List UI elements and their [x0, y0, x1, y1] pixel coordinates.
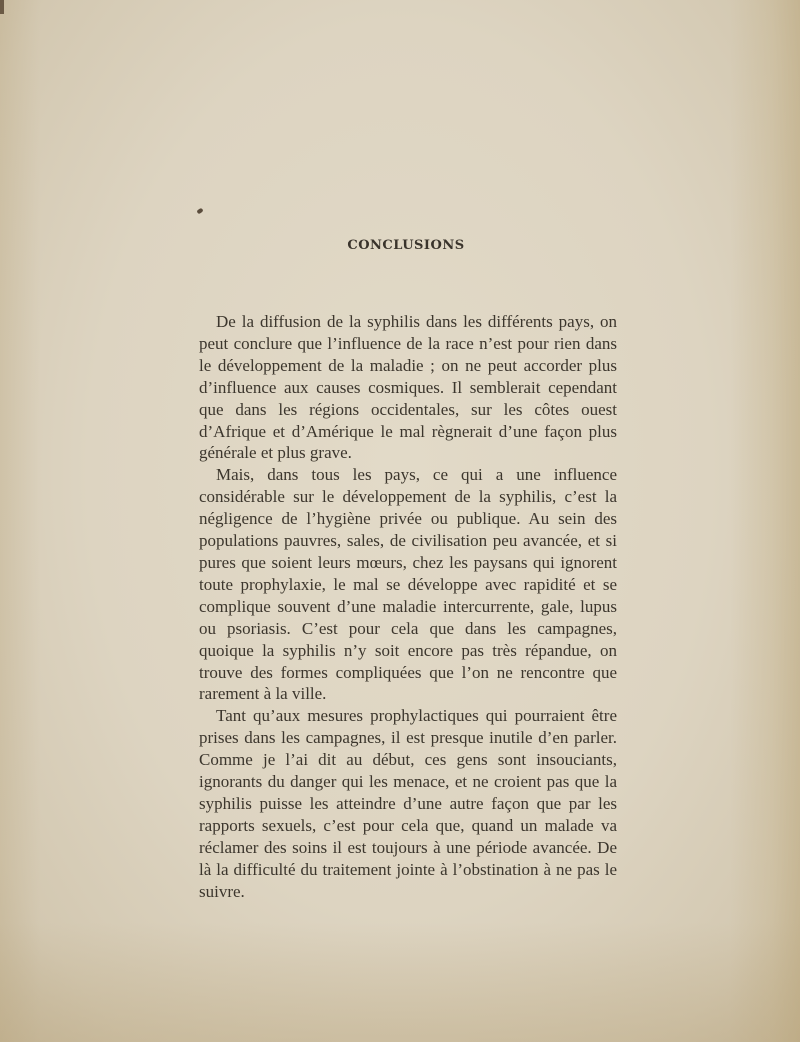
- page-edge-left: [0, 0, 40, 1042]
- body-text: [199, 311, 617, 902]
- page-edge-bottom: [0, 922, 800, 1042]
- paragraph-2: Mais, dans tous les pays, ce qui a une influence considérable sur le développement de la syphilis, c’est la négligence de l’hygiène privée ou publique. Au sein des populations pauvres, sales, de civilisation peu avancée, et si pures que soient leurs mœurs, chez les paysans qui ignorent toute prophylaxie, le mal se développe avec rapidité et se complique souvent d’une maladie intercurrente, gale, lupus ou psoriasis. C’est pour cela que dans les campagnes, quoique la syphilis n’y soit encore pas très répandue, on trouve des formes compliquées que l’on ne rencontre que rarement à la ville.: [199, 465, 617, 704]
- page-heading: CONCLUSIONS: [347, 238, 465, 253]
- paragraph-1: De la diffusion de la syphilis dans les différents pays, on peut conclure que l’influence de la race n’est pour rien dans le développement de la maladie ; on ne peut accorder plus d’influence aux causes cosmiques. Il semblerait cependant que dans les régions occidentales, sur les côtes ouest d’Afrique et d’Amérique le mal règnerait d’une façon plus générale et plus grave.: [199, 312, 617, 463]
- corner-mark: [0, 0, 4, 14]
- ink-speck: [196, 208, 203, 215]
- paragraph-3: Tant qu’aux mesures prophylactiques qui pourraient être prises dans les campagnes, il est presque inutile d’en parler. Comme je l’ai dit au début, ces gens sont insouciants, ignorants du danger qui les menace, et ne croient pas que la syphilis puisse les atteindre d’une autre façon que par les rapports sexuels, c’est pour cela que, quand un malade va réclamer des soins il est toujours à une période avancée. De là la difficulté du traitement jointe à l’obstination à ne pas le suivre.: [199, 706, 617, 901]
- page-edge-right: [730, 0, 800, 1042]
